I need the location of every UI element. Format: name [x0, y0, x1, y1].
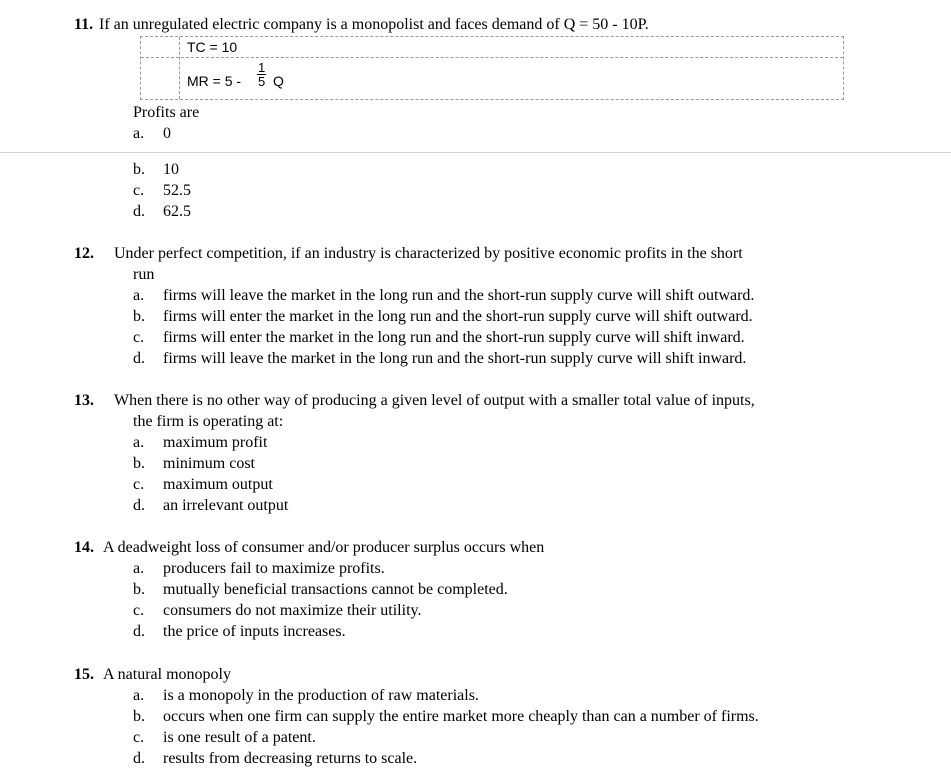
fraction-denominator: 5 [258, 74, 266, 89]
page-divider [0, 152, 951, 153]
option-text: minimum cost [163, 455, 255, 472]
option-letter: b. [133, 161, 145, 178]
option-letter: c. [133, 602, 145, 619]
question-stem-continued: run [133, 266, 155, 283]
option-letter: d. [133, 750, 145, 767]
option-letter: c. [133, 329, 145, 346]
option-letter: a. [133, 287, 145, 304]
question-stem: A deadweight loss of consumer and/or producer surplus occurs when [103, 539, 545, 556]
question-stem: A natural monopoly [103, 666, 231, 683]
option-text: maximum output [163, 476, 273, 493]
question-number: 15. [74, 666, 94, 683]
option-text: 0 [163, 125, 171, 142]
question-prompt: Profits are [133, 104, 200, 121]
question-number: 12. [74, 245, 94, 262]
option-letter: d. [133, 350, 145, 367]
option-letter: c. [133, 729, 145, 746]
option-letter: a. [133, 434, 145, 451]
option-text: firms will leave the market in the long run and the short-run supply curve will shift outward. [163, 287, 755, 304]
option-text: maximum profit [163, 434, 268, 451]
option-text: firms will leave the market in the long run and the short-run supply curve will shift inward. [163, 350, 747, 367]
marginal-revenue-suffix: Q [273, 73, 284, 89]
option-text: is one result of a patent. [163, 729, 316, 746]
option-letter: d. [133, 203, 145, 220]
marginal-revenue-prefix: MR = 5 - [187, 73, 242, 89]
marginal-revenue-fraction [257, 61, 266, 88]
option-text: firms will enter the market in the long run and the short-run supply curve will shift inward. [163, 329, 745, 346]
option-letter: d. [133, 497, 145, 514]
question-number: 11. [74, 16, 94, 33]
option-text: mutually beneficial transactions cannot be completed. [163, 581, 508, 598]
option-letter: d. [133, 623, 145, 640]
option-text: consumers do not maximize their utility. [163, 602, 422, 619]
option-text: is a monopoly in the production of raw materials. [163, 687, 479, 704]
option-letter: b. [133, 308, 145, 325]
question-stem: Under perfect competition, if an industry is characterized by positive economic profits in the short [114, 245, 743, 262]
option-letter: b. [133, 708, 145, 725]
given-equations-table [140, 36, 844, 100]
option-text: an irrelevant output [163, 497, 289, 514]
option-text: 62.5 [163, 203, 191, 220]
option-letter: a. [133, 687, 145, 704]
option-letter: b. [133, 455, 145, 472]
total-cost-equation: TC = 10 [187, 39, 238, 55]
option-text: 52.5 [163, 182, 191, 199]
option-letter: a. [133, 125, 145, 142]
option-letter: c. [133, 182, 145, 199]
question-number: 13. [74, 392, 94, 409]
fraction-numerator: 1 [258, 60, 266, 75]
option-text: firms will enter the market in the long run and the short-run supply curve will shift outward. [163, 308, 753, 325]
option-text: results from decreasing returns to scale. [163, 750, 418, 767]
option-letter: b. [133, 581, 145, 598]
question-stem: If an unregulated electric company is a monopolist and faces demand of Q = 50 - 10P. [99, 16, 649, 33]
option-text: the price of inputs increases. [163, 623, 346, 640]
question-number: 14. [74, 539, 94, 556]
option-letter: a. [133, 560, 145, 577]
question-stem: When there is no other way of producing a given level of output with a smaller total value of inputs, [114, 392, 755, 409]
option-text: occurs when one firm can supply the entire market more cheaply than can a number of firms. [163, 708, 759, 725]
option-text: 10 [163, 161, 179, 178]
question-stem-continued: the firm is operating at: [133, 413, 284, 430]
option-text: producers fail to maximize profits. [163, 560, 385, 577]
option-letter: c. [133, 476, 145, 493]
